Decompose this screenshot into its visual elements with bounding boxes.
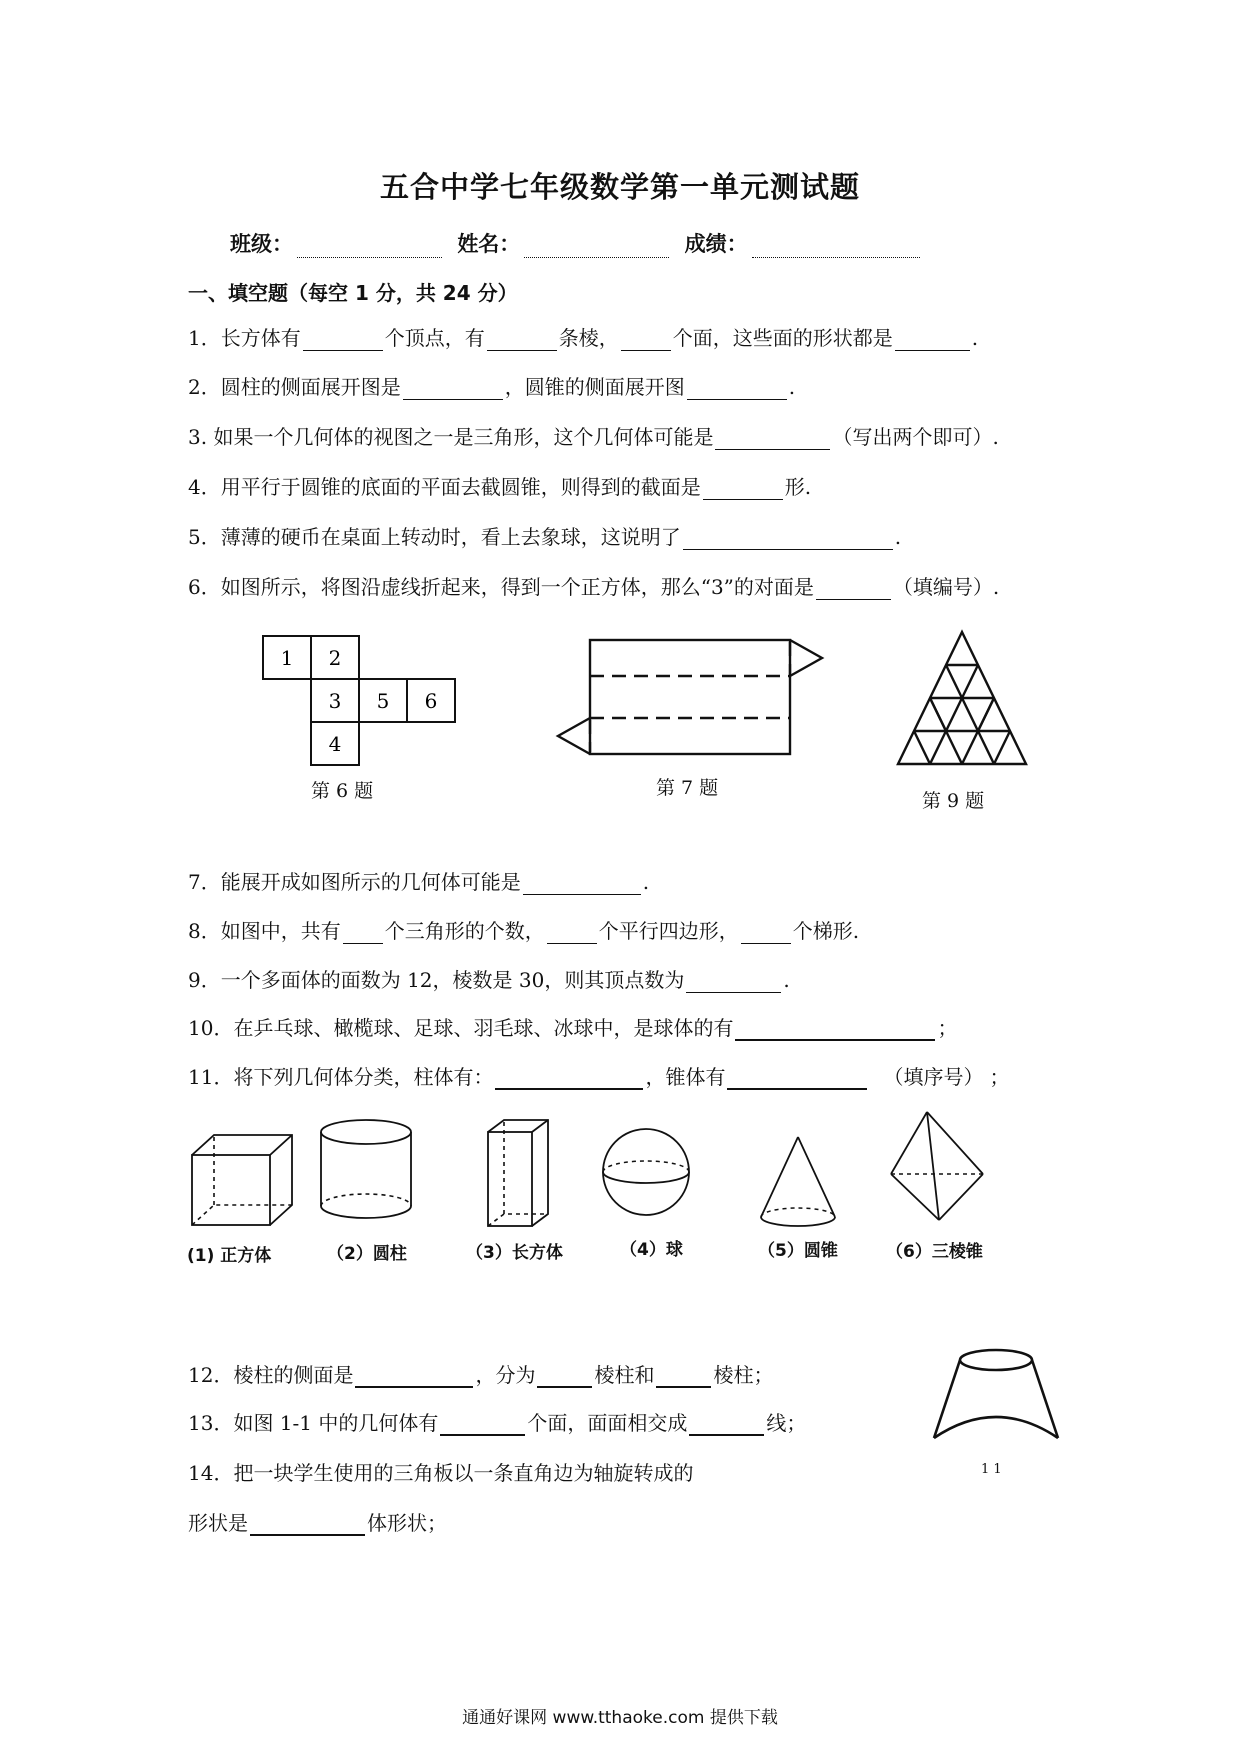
- student-info-row: [230, 228, 928, 258]
- answer-blank[interactable]: [403, 379, 503, 400]
- answer-blank[interactable]: [735, 1019, 935, 1041]
- question-7: 7．能展开成如图所示的几何体可能是 .: [188, 870, 650, 894]
- pyramid-figure: [887, 1110, 987, 1225]
- shape-label-cone: （5）圆锥: [758, 1241, 838, 1261]
- answer-blank[interactable]: [816, 579, 891, 600]
- figure-6-caption: 第 6 题: [311, 780, 374, 802]
- answer-blank[interactable]: [537, 1366, 592, 1388]
- shape-label-pyramid: （6）三棱锥: [886, 1242, 983, 1262]
- question-4: 4．用平行于圆锥的底面的平面去截圆锥，则得到的截面是 形.: [188, 475, 812, 499]
- question-5: 5．薄薄的硬币在桌面上转动时，看上去象球，这说明了 .: [188, 525, 902, 549]
- cylinder-figure: [318, 1118, 416, 1223]
- shape-label-sphere: （4）球: [620, 1240, 683, 1260]
- answer-blank[interactable]: [687, 379, 787, 400]
- net-cell-label: 3: [328, 689, 342, 713]
- shape-label-cuboid: （3）长方体: [466, 1243, 563, 1263]
- cube-figure: [190, 1133, 300, 1228]
- net-cell-label: 2: [328, 646, 342, 670]
- question-13: 13．如图 1-1 中的几何体有 个面，面面相交成 线；: [188, 1411, 807, 1435]
- shape-label-cylinder: （2）圆柱: [327, 1244, 407, 1264]
- answer-blank[interactable]: [495, 1068, 643, 1090]
- score-label: 成绩：: [684, 232, 748, 256]
- question-1: 1．长方体有 个顶点，有 条棱， 个面，这些面的形状都是 .: [188, 326, 979, 350]
- answer-blank[interactable]: [683, 529, 893, 550]
- section-heading: 一、填空题（每空 1 分，共 24 分）: [188, 281, 518, 305]
- answer-blank[interactable]: [487, 330, 557, 351]
- score-field[interactable]: [752, 237, 920, 258]
- figure-11-caption: 1 1: [981, 1462, 1002, 1477]
- answer-blank[interactable]: [547, 923, 597, 944]
- answer-blank[interactable]: [686, 972, 781, 993]
- name-field[interactable]: [524, 237, 669, 258]
- figure-7-caption: 第 7 题: [656, 777, 719, 799]
- name-label: 姓名：: [457, 232, 521, 256]
- answer-blank[interactable]: [715, 429, 830, 450]
- class-field[interactable]: [297, 237, 442, 258]
- cube-net-figure: [263, 636, 463, 786]
- answer-blank[interactable]: [355, 1366, 473, 1388]
- sphere-figure: [601, 1127, 691, 1217]
- answer-blank[interactable]: [727, 1068, 867, 1090]
- net-cell-label: 6: [424, 689, 438, 713]
- question-11: 11．将下列几何体分类，柱体有： ，锥体有 （填序号） ；: [188, 1065, 1010, 1089]
- question-8: 8．如图中，共有 个三角形的个数， 个平行四边形， 个梯形.: [188, 919, 860, 943]
- answer-blank[interactable]: [895, 330, 970, 351]
- question-9: 9．一个多面体的面数为 12，棱数是 30，则其顶点数为 .: [188, 968, 790, 992]
- page-title: 五合中学七年级数学第一单元测试题: [379, 170, 860, 204]
- triangle-grid-figure: [896, 630, 1036, 770]
- question-14-continued: 形状是 体形状；: [188, 1511, 447, 1535]
- cuboid-figure: [486, 1118, 554, 1230]
- prism-net-figure: [556, 640, 836, 760]
- question-10: 10．在乒乓球、橄榄球、足球、羽毛球、冰球中，是球体的有 ；: [188, 1016, 958, 1040]
- question-2: 2．圆柱的侧面展开图是 ，圆锥的侧面展开图 .: [188, 375, 796, 399]
- question-6: 6．如图所示，将图沿虚线折起来，得到一个正方体，那么“3”的对面是 （填编号）.: [188, 575, 1000, 599]
- net-cell-label: 1: [280, 646, 294, 670]
- answer-blank[interactable]: [523, 874, 641, 895]
- frustum-figure: [930, 1346, 1062, 1456]
- answer-blank[interactable]: [343, 923, 383, 944]
- net-cell-label: 4: [328, 732, 342, 756]
- question-3: 3. 如果一个几何体的视图之一是三角形，这个几何体可能是 （写出两个即可）.: [188, 425, 999, 449]
- footer: 通通好课网 www.tthaoke.com 提供下载: [462, 1708, 778, 1728]
- answer-blank[interactable]: [440, 1414, 525, 1436]
- answer-blank[interactable]: [303, 330, 383, 351]
- answer-blank[interactable]: [741, 923, 791, 944]
- figure-9-caption: 第 9 题: [922, 790, 985, 812]
- net-cell-label: 5: [376, 689, 390, 713]
- answer-blank[interactable]: [656, 1366, 711, 1388]
- question-12: 12．棱柱的侧面是 ，分为 棱柱和 棱柱；: [188, 1363, 774, 1387]
- answer-blank[interactable]: [703, 479, 783, 500]
- answer-blank[interactable]: [621, 330, 671, 351]
- answer-blank[interactable]: [689, 1414, 764, 1436]
- class-label: 班级：: [230, 232, 293, 256]
- question-14: 14．把一块学生使用的三角板以一条直角边为轴旋转成的: [188, 1461, 694, 1485]
- answer-blank[interactable]: [250, 1514, 365, 1536]
- shape-label-cube: (1) 正方体: [187, 1246, 272, 1266]
- cone-figure: [758, 1135, 838, 1230]
